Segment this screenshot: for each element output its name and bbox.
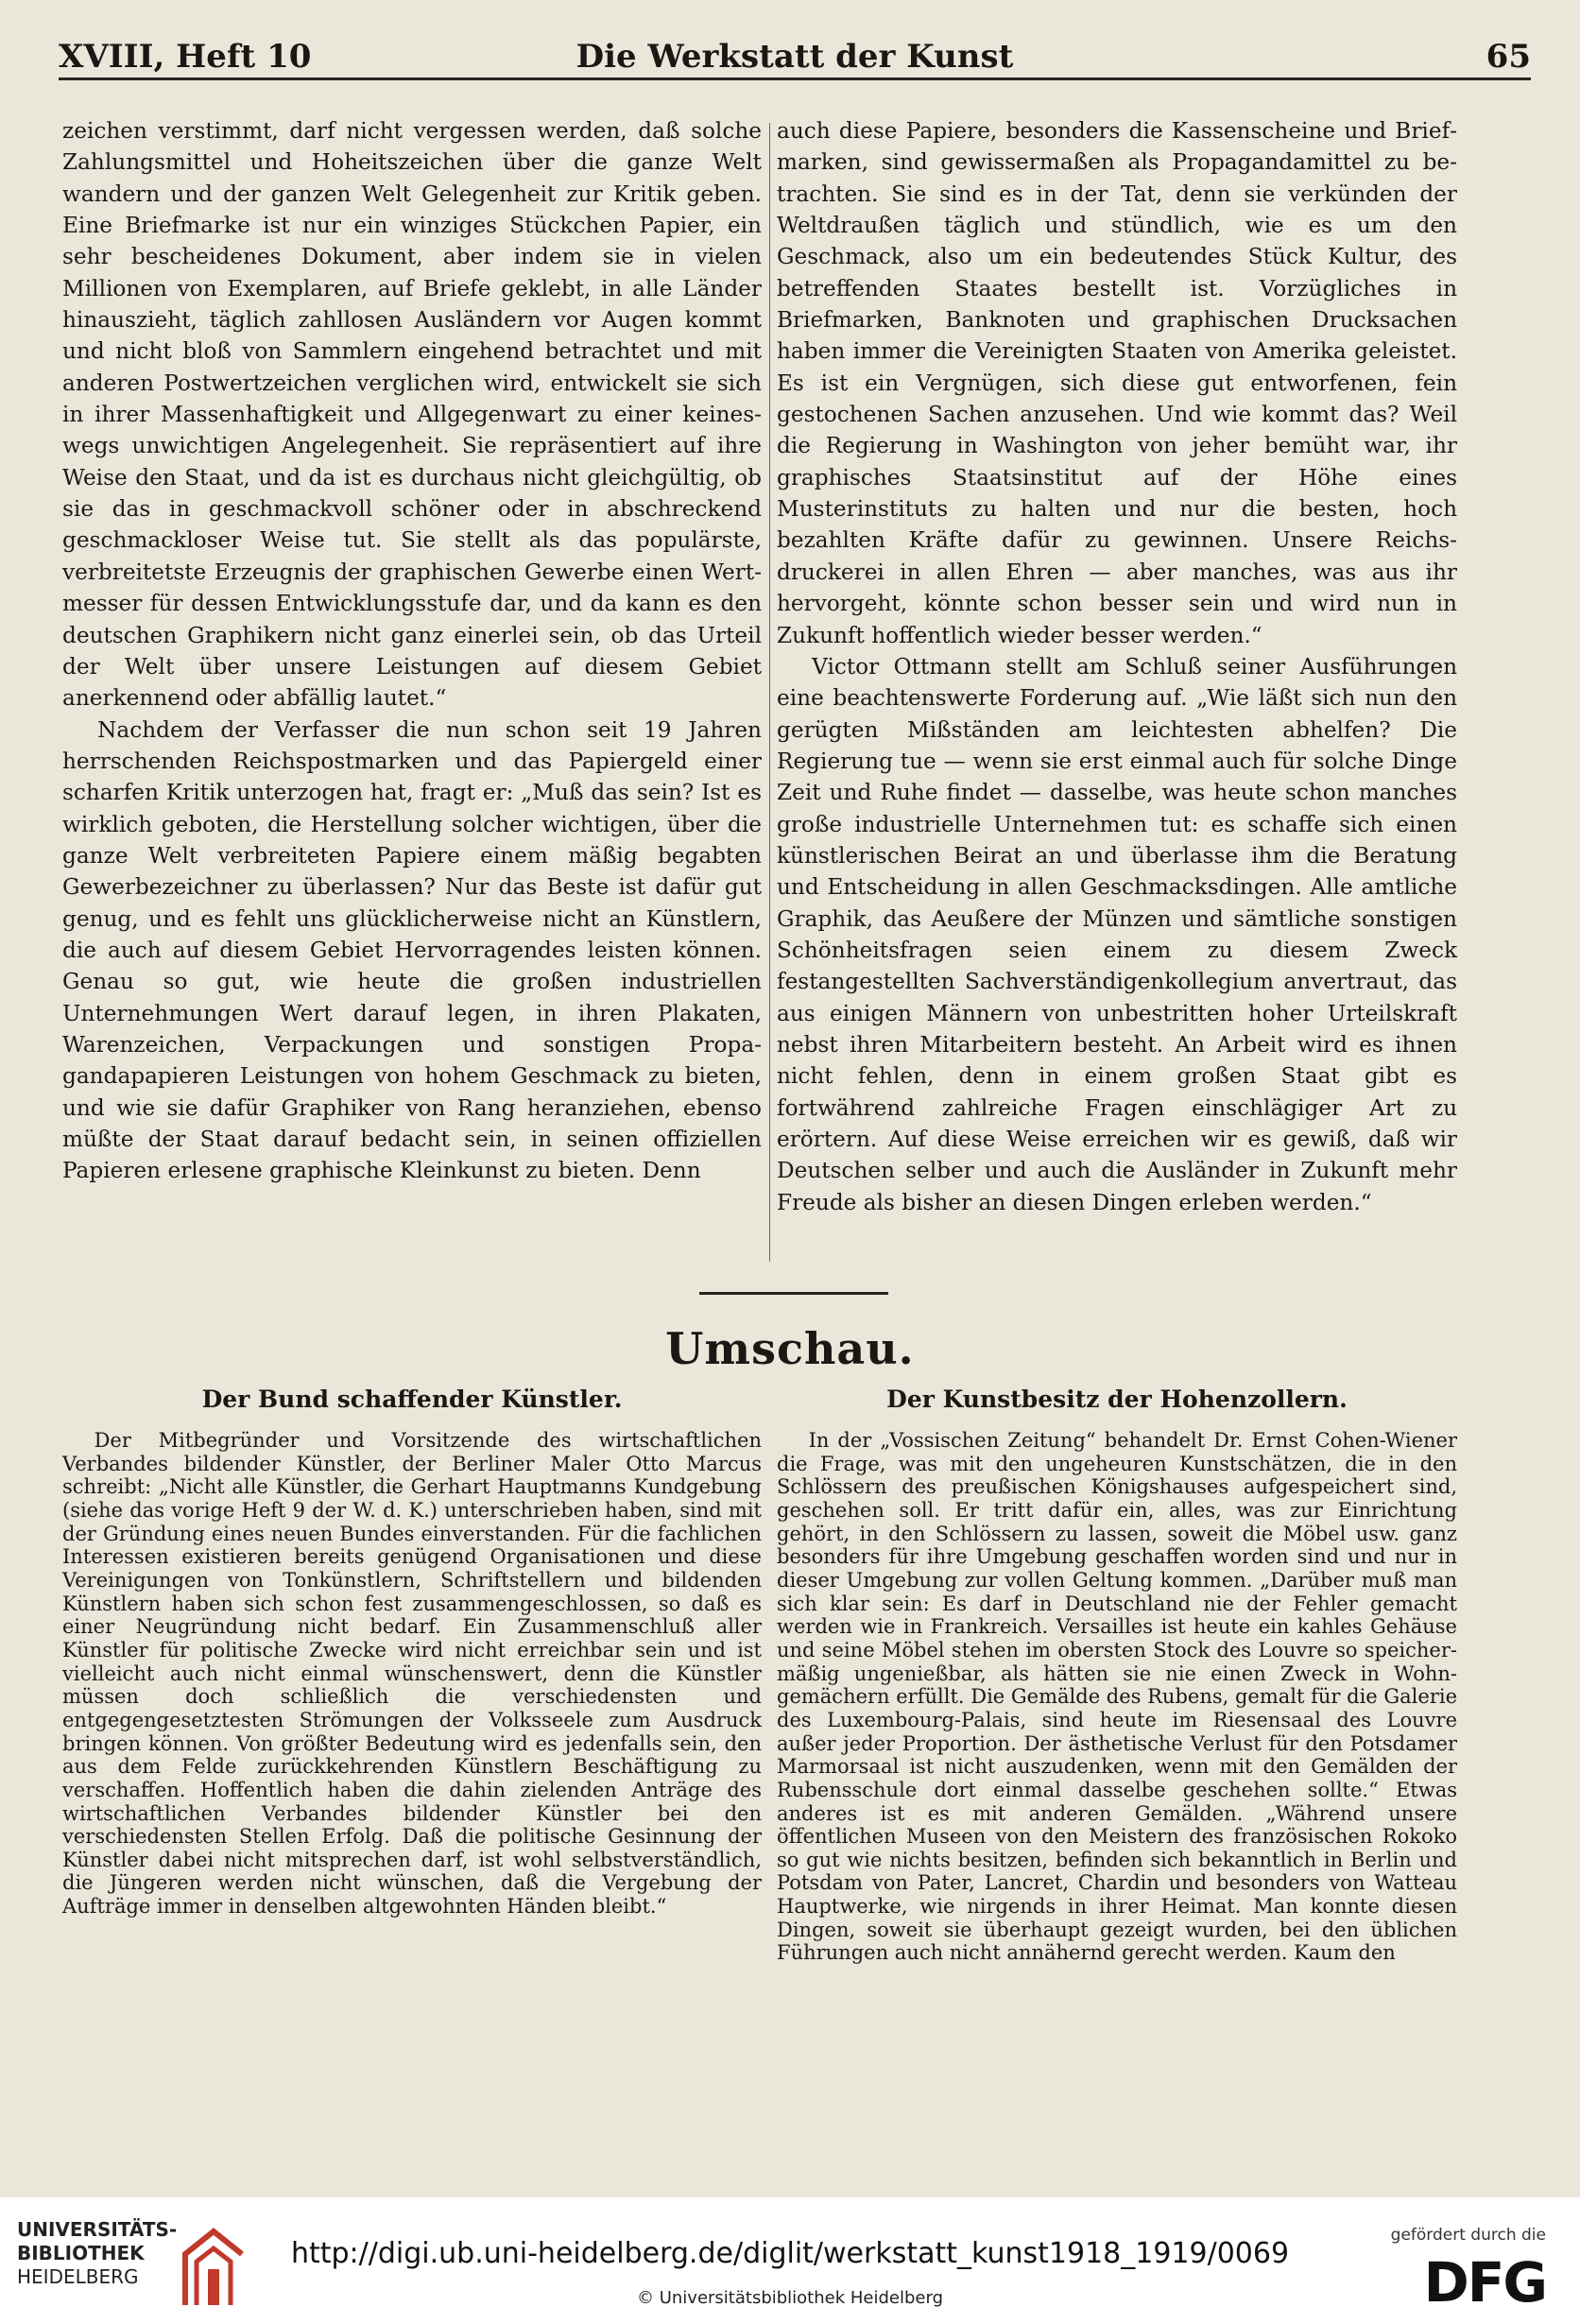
paragraph: zeichen verstimmt, darf nicht vergessen werden, daß solche Zahlungsmittel und Hoheitszeichen über die ganze Welt wandern und der ganzen Welt Gelegenheit zur Kritik geben. Eine Briefmarke ist nur ein winziges Stückchen Papier, ein sehr bescheidenes Dokument, aber indem sie in vielen Millionen von Exemplaren, auf Briefe geklebt, in alle Länder hinauszieht, täglich zahllosen Ausländern vor Augen kommt und nicht bloß von Sammlern eingehend betrachtet und mit anderen Postwertzeichen verglichen wird, entwickelt sie sich in ihrer Massenhaftigkeit und Allgegenwart zu einer keineswegs unwichtigen Angelegenheit. Sie repräsentiert auf ihre Weise den Staat, und da ist es durchaus nicht gleichgültig, ob sie das in geschmackvoll schöner oder in abschreckend geschmackloser Weise tut. Sie stellt als das populärste, verbreitetste Erzeugnis der graphischen Gewerbe einen Wertmesser für dessen Entwicklungsstufe dar, und da kann es den deutschen Graphikern nicht ganz einerlei sein, ob das Urteil der Welt über unsere Leistungen auf diesem Gebiet anerkennend oder abfällig lautet.“ [62,118,762,712]
paragraph: Nachdem der Verfasser die nun schon seit 19 Jahren herrschenden Reichspostmarken und das Papiergeld einer scharfen Kritik unterzogen hat, fragt er: „Muß das sein? Ist es wirklich geboten, die Herstellung solcher wichtigen, über die ganze Welt verbreiteten Papiere einem mäßig begabten Gewerbezeichner zu überlassen? Nur das Beste ist dafür gut genug, und es fehlt uns glücklicherweise nicht an Künstlern, die auch auf diesem Gebiet Hervorragendes leisten können. Genau so gut, wie heute die großen industriellen Unternehmungen Wert darauf legen, in ihren Plakaten, Warenzeichen, Verpackungen und sonstigen Propagandapapieren Leistungen von hohem Geschmack zu bieten, und wie sie dafür Graphiker von Rang heranziehen, ebenso müßte der Staat darauf bedacht sein, in seinen offiziellen Papieren erlesene graphische Kleinkunst zu bieten. Denn [62,716,762,1184]
upper-left-column [62,115,762,1187]
library-name: UNIVERSITÄTS- BIBLIOTHEK HEIDELBERG [17,2218,178,2288]
paragraph: Victor Ottmann stellt am Schluß seiner Ausführungen eine beachtenswerte Forderung auf. „Wie läßt sich nun den gerügten Mißständen am leichtesten abhelfen? Die Regierung tue — wenn sie erst einmal auch für solche Dinge Zeit und Ruhe findet — dasselbe, was heute schon manches große industrielle Unternehmen tut: es schaffe sich einen künstlerischen Beirat an und überlasse ihm die Beratung und Entscheidung in allen Geschmacksdingen. Alle amtliche Graphik, das Aeußere der Münzen und sämtliche sonstigen Schönheitsfragen seien einem zu diesem Zweck festangestellten Sachverständigenkollegium anvertraut, das aus einigen Männern von unbestritten hoher Urteilskraft nebst ihren Mitarbeitern besteht. An Arbeit wird es ihnen nicht fehlen, denn in einem großen Staat gibt es fortwährend zahlreiche Fragen einschlägiger Art zu erörtern. Auf diese Weise erreichen wir es gewiß, daß wir Deutschen selber und auch die Ausländer in Zukunft mehr Freude als bisher an diesen Dingen erleben werden.“ [777,653,1457,1215]
article-text: Der Mitbegründer und Vorsitzende des wirtschaftlichen Verbandes bildender Künstler, der Berliner Maler Otto Marcus schreibt: „Nicht alle Künstler, die Gerhart Hauptmanns Kundgebung (siehe das vorige Heft 9 der W. d. K.) unterschrieben haben, sind mit der Gründung eines neuen Bundes einverstanden. Für die fachlichen Interessen existieren bereits genügend Organisationen und diese Vereinigungen von Tonkünstlern, Schriftstellern und bildenden Künstlern haben sich schon fest zusammengeschlossen, so daß es einer Neugründung nicht bedarf. Ein Zusammenschluß aller Künstler für politische Zwecke wird nicht erreichbar sein und ist vielleicht auch nicht einmal wünschenswert, denn die Künstler müssen doch schließlich die verschiedensten und entgegengesetztesten Strömungen der Volksseele zum Ausdruck bringen können. Von größter Bedeutung wird es jedenfalls sein, den aus dem Felde zurückkehrenden Künstlern Beschäftigung zu verschaffen. Hoffentlich haben die dahin zielenden Anträge des wirtschaftlichen Verbandes bildender Künstler bei den verschiedensten Stellen Erfolg. Daß die politische Gesinnung der Künstler dabei nicht mitsprechen darf, ist wohl selbstverständlich, die Jüngeren werden nicht wünschen, daß die Vergebung der Aufträge immer in denselben altgewohnten Händen bleibt.“ [62,1429,762,1919]
section-rule [699,1292,888,1295]
digitization-footer [0,2197,1580,2324]
upper-right-column [777,115,1457,1218]
article-heading-left: Der Bund schaffender Künstler. [201,1386,623,1413]
article-text: In der „Vossischen Zeitung“ behandelt Dr. Ernst Cohen-Wiener die Frage, was mit den ungeheuren Kunstschätzen, die in den Schlössern des preußischen Königshauses aufgespeichert sind, geschehen soll. Er tritt dafür ein, alles, was zur Einrichtung gehört, in den Schlössern zu lassen, soweit die Möbel usw. ganz besonders für ihre Umgebung geschaffen worden sind und nur in dieser Umgebung zur vollen Geltung kommen. „Darüber muß man sich klar sein: Es darf in Deutschland nie der Fehler gemacht werden wie in Frankreich. Versailles ist heute ein kahles Gehäuse und seine Möbel stehen im obersten Stock des Louvre so speichermäßig ungenießbar, als hätten sie nie einen Zweck in Wohngemächern erfüllt. Die Gemälde des Rubens, gemalt für die Galerie des Luxembourg-Palais, sind heute im Riesensaal des Louvre außer jeder Proportion. Der ästhetische Verlust für den Potsdamer Marmorsaal ist nicht auszudenken, wenn mit den Gemälden der Rubensschule dort einmal dasselbe geschehen sollte.“ Etwas anderes ist es mit anderen Gemälden. „Während unsere öffentlichen Museen von den Meistern des französischen Rokoko so gut wie nichts besitzen, befinden sich bekanntlich in Berlin und Potsdam von Pater, Lancret, Chardin und besonders von Watteau Hauptwerke, wie nirgends in ihrer Heimat. Man konnte diesen Dingen, soweit sie überhaupt gezeigt wurden, bei den üblichen Führungen auch nicht annähernd gerecht werden. Kaum den [777,1429,1458,1965]
section-title: Umschau. [665,1323,915,1374]
source-url-link[interactable]: http://digi.ub.uni-heidelberg.de/diglit/werkstatt_kunst1918_1919/0069 [290,2237,1290,2270]
funding-caption: gefördert durch die [1390,2226,1546,2245]
dfg-wordmark: DFG [1423,2250,1546,2315]
column-divider [769,123,770,1262]
issue-label: XVIII, Heft 10 [59,38,312,76]
copyright-notice: © Universitätsbibliothek Heidelberg [636,2288,943,2308]
dfg-logo[interactable] [1385,2226,1546,2316]
article-heading-right: Der Kunstbesitz der Hohenzollern. [886,1386,1348,1413]
page-number: 65 [1486,38,1531,76]
running-header [59,28,1531,80]
journal-title: Die Werkstatt der Kunst [575,38,1014,76]
paragraph: auch diese Papiere, besonders die Kassenscheine und Briefmarken, sind gewissermaßen als Propagandamittel zu betrachten. Sie sind es in der Tat, denn sie verkünden der Weltdraußen täglich und stündlich, wie es um den Geschmack, also um ein bedeutendes Stück Kultur, des betreffenden Staates bestellt ist. Vorzügliches in Briefmarken, Banknoten und graphischen Drucksachen haben immer die Vereinigten Staaten von Amerika geleistet. Es ist ein Vergnügen, sich diese gut entworfenen, fein gestochenen Sachen anzusehen. Und wie kommt das? Weil die Regierung in Washington von jeher bemüht war, ihr graphisches Staatsinstitut auf der Höhe eines Musterinstituts zu halten und nur die besten, hoch bezahlten Kräfte dafür zu gewinnen. Unsere Reichsdruckerei in allen Ehren — aber manches, was aus ihr hervorgeht, könnte schon besser sein und wird nun in Zukunft hoffentlich wieder besser werden.“ [777,118,1457,648]
lower-right-column [777,1429,1457,1965]
lower-left-column [62,1429,762,1919]
